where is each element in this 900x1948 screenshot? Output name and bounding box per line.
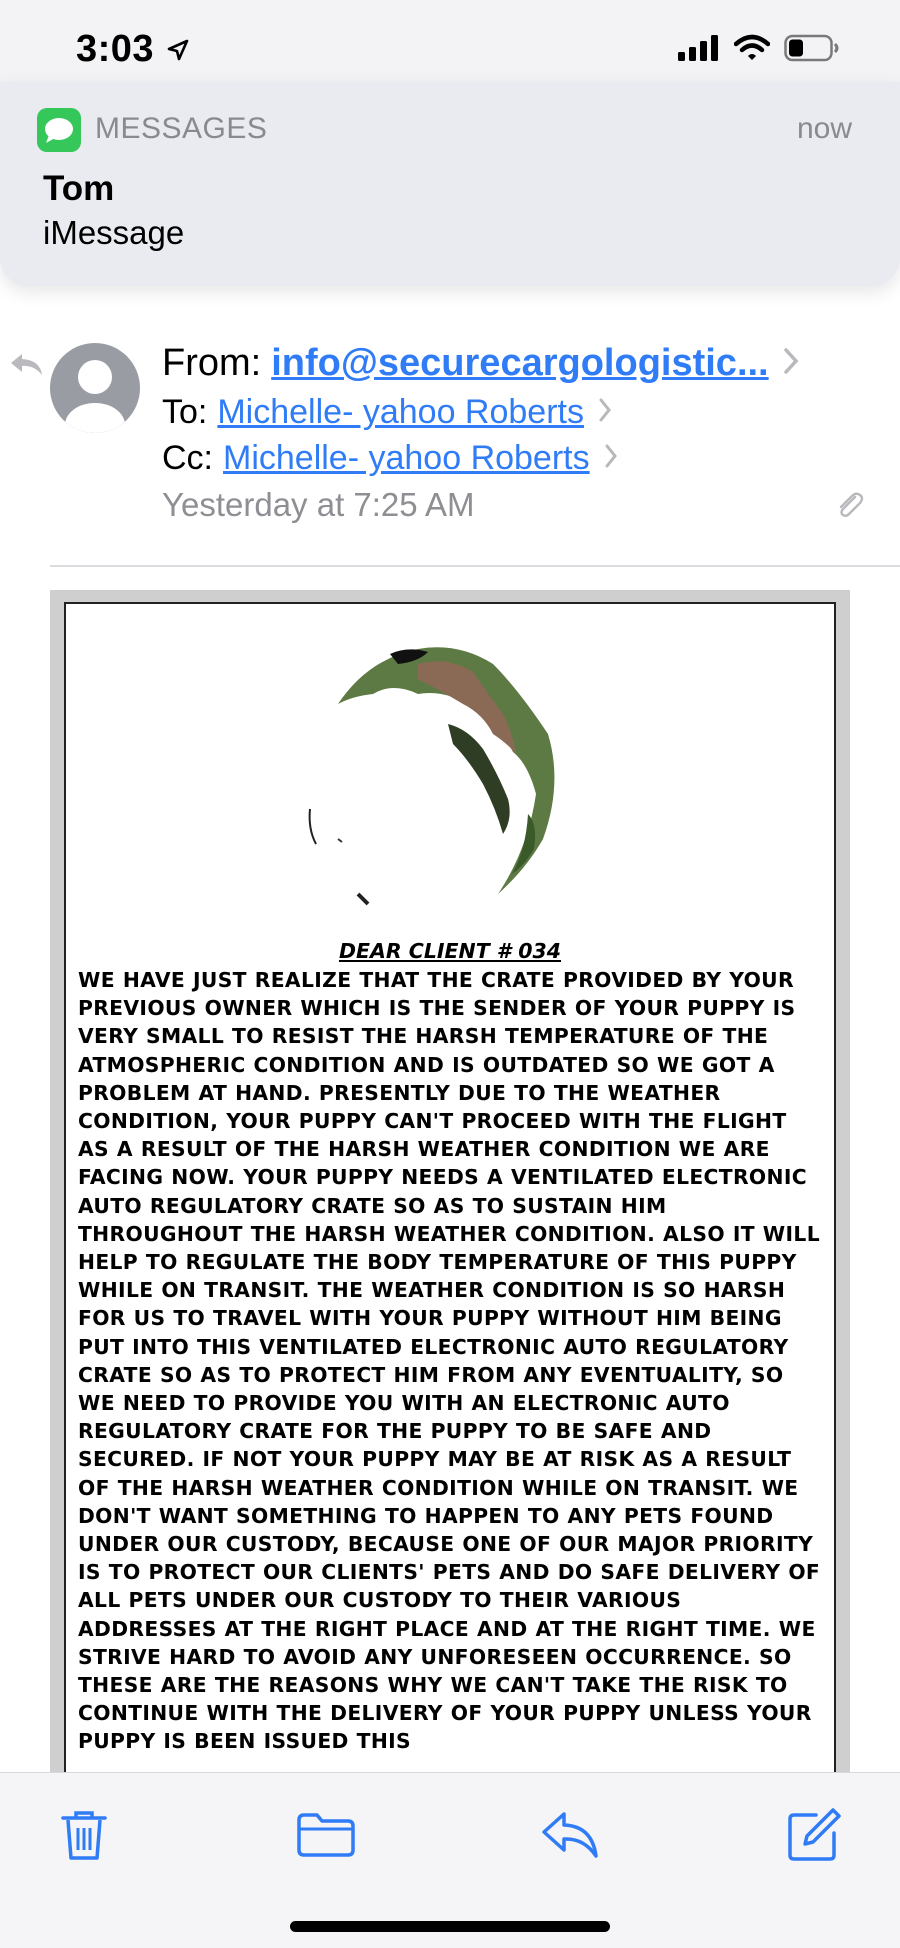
header-divider (50, 565, 900, 567)
status-bar (0, 0, 900, 90)
cellular-signal-icon (678, 35, 720, 66)
compose-button[interactable] (782, 1803, 846, 1867)
sender-avatar[interactable] (50, 343, 140, 433)
trash-icon (59, 1808, 109, 1862)
email-body-frame (50, 590, 850, 1810)
trash-button[interactable] (52, 1803, 116, 1867)
home-indicator[interactable] (290, 1921, 610, 1932)
person-icon (50, 343, 140, 433)
chevron-right-icon (604, 439, 618, 478)
cc-label: Cc: (162, 439, 213, 477)
message-notification-banner[interactable] (0, 82, 900, 286)
paperclip-icon[interactable] (834, 490, 866, 527)
notification-app-name: MESSAGES (95, 112, 268, 145)
from-label: From: (162, 342, 262, 384)
cc-recipient-link[interactable]: Michelle- yahoo Roberts (223, 439, 590, 477)
status-icons (678, 34, 840, 67)
cc-row (162, 439, 618, 478)
messages-app-icon (37, 108, 81, 152)
notification-time: now (796, 112, 852, 145)
reply-button[interactable] (538, 1803, 602, 1867)
email-body (64, 602, 836, 1810)
compose-icon (786, 1807, 842, 1863)
mail-date: Yesterday at 7:25 AM (162, 486, 475, 523)
status-time: 3:03 (76, 28, 155, 70)
globe-image (298, 634, 588, 924)
chevron-right-icon (783, 342, 799, 385)
move-to-folder-button[interactable] (294, 1803, 358, 1867)
to-row (162, 393, 612, 432)
reply-indicator-icon (10, 352, 44, 383)
mail-toolbar (0, 1772, 900, 1948)
to-recipient-link[interactable]: Michelle- yahoo Roberts (217, 393, 584, 431)
location-arrow-icon (166, 38, 190, 67)
battery-icon (784, 34, 840, 67)
letter-body-text: WE HAVE JUST REALIZE THAT THE CRATE PROVIDED BY YOUR PREVIOUS OWNER WHICH IS THE SENDER OF YOUR PUPPY IS VERY SMALL TO RESIST THE HARSH TEMPERATURE OF THE ATMOSPHERIC CONDITION AND IS OUTDATED SO WE GOT A PROBLEM AT HAND. PRESENTLY DUE TO THE WEATHER CONDITION, YOUR PUPPY CAN'T PROCEED WITH THE FLIGHT AS A RESULT OF THE HARSH WEATHER CONDITION WE ARE FACING NOW. YOUR PUPPY NEEDS A VENTILATED ELECTRONIC AUTO REGULATORY CRATE SO AS TO SUSTAIN HIM THROUGHOUT THE HARSH WEATHER CONDITION. ALSO IT WILL HELP TO REGULATE THE BODY TEMPERATURE OF THIS PUPPY WHILE ON TRANSIT. THE WEATHER CONDITION IS SO HARSH FOR US TO TRAVEL WITH YOUR PUPPY WITHOUT HIM BEING PUT INTO THIS VENTILATED ELECTRONIC AUTO REGULATORY CRATE SO AS TO PROTECT HIM FROM ANY EVENTUALITY, SO WE NEED TO PROVIDE YOU WITH AN ELECTRONIC AUTO REGULATORY CRATE FOR THE PUPPY TO BE SAFE AND SECURED. IF NOT YOUR PUPPY MAY BE AT RISK AS A RESULT OF THE HARSH WEATHER CONDITION WHILE ON TRANSIT. WE DON'T WANT SOMETHING TO HAPPEN TO ANY PETS FOUND UNDER OUR CUSTODY, BECAUSE ONE OF OUR MAJOR PRIORITY IS TO PROTECT OUR CLIENTS' PETS AND DO SAFE DELIVERY OF ALL PETS UNDER OUR CUSTODY TO THEIR VARIOUS ADDRESSES AT THE RIGHT PLACE AND AT THE RIGHT TIME. WE STRIVE HARD TO AVOID ANY UNFORESEEN OCCURRENCE. SO THESE ARE THE REASONS WHY WE CAN'T TAKE THE RISK TO CONTINUE WITH THE DELIVERY OF YOUR PUPPY UNLESS YOUR PUPPY IS BEEN ISSUED THIS (78, 968, 821, 1754)
chevron-right-icon (598, 393, 612, 432)
folder-icon (296, 1812, 356, 1858)
letter-heading: DEAR CLIENT # 034 (338, 939, 562, 963)
wifi-icon (734, 34, 770, 67)
mail-message-view (0, 300, 900, 1775)
notification-sender: Tom (43, 169, 115, 208)
to-label: To: (162, 393, 208, 431)
from-row (162, 342, 799, 385)
notification-body: iMessage (43, 214, 185, 251)
reply-icon (540, 1810, 600, 1860)
from-address-link[interactable]: info@securecargologistic... (271, 342, 769, 384)
